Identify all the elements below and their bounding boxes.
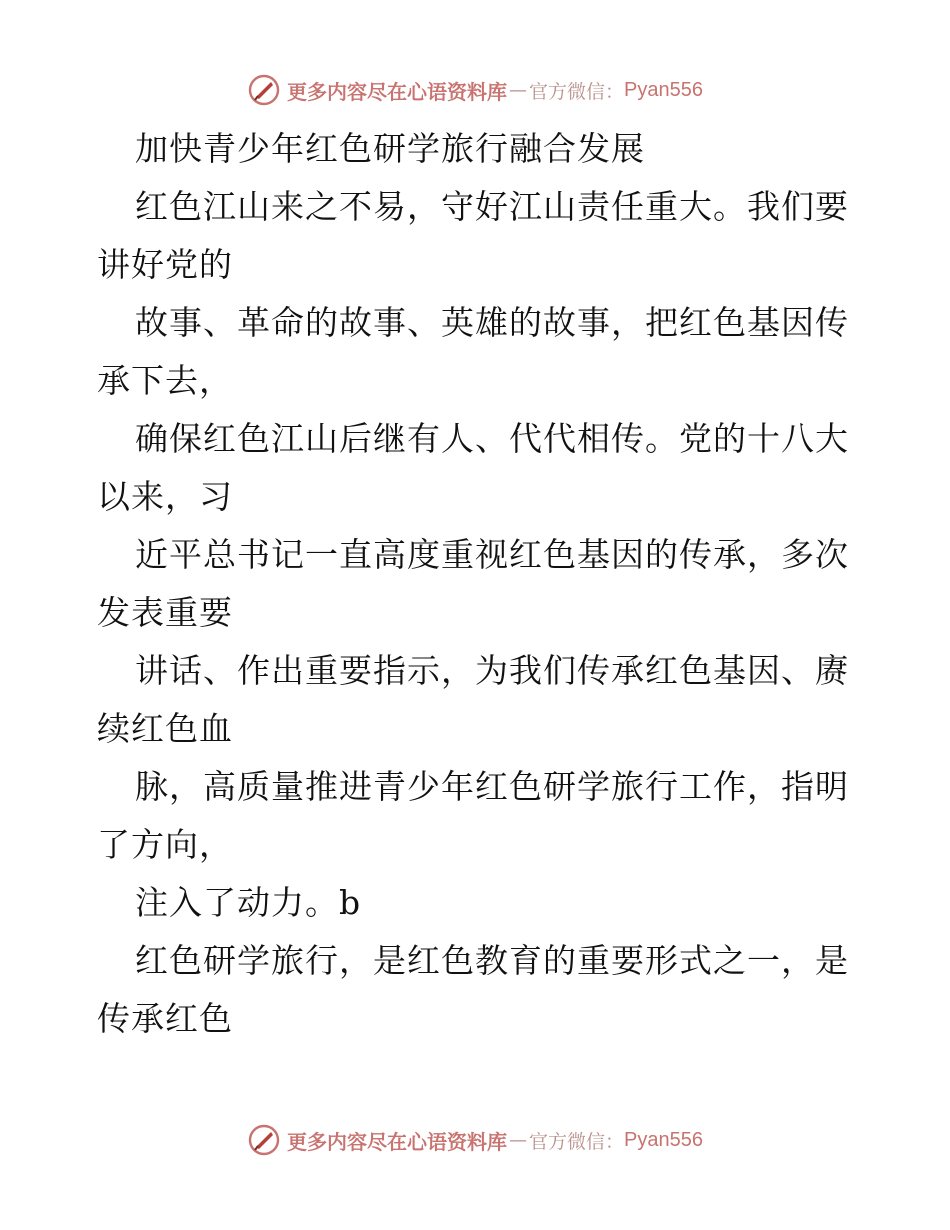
- text-line: 近平总书记一直高度重视红色基因的传承，多次: [135, 535, 849, 574]
- text-line: 确保红色江山后继有人、代代相传。党的十八大: [135, 419, 849, 458]
- document-body: [97, 120, 857, 1048]
- text-line: 故事、革命的故事、英雄的故事，把红色基因传: [135, 303, 849, 342]
- text-line: 传承红色: [97, 999, 233, 1038]
- watermark-site-text: 更多内容尽在心语资料库: [287, 1129, 507, 1154]
- watermark-wechat-label: 官方微信：: [529, 1130, 625, 1153]
- watermark-site-text: 更多内容尽在心语资料库: [287, 79, 507, 104]
- text-line: 讲话、作出重要指示，为我们传承红色基因、赓: [135, 651, 849, 690]
- watermark-dash: —: [509, 1129, 527, 1151]
- watermark-wechat-id: Pyan556: [624, 1128, 703, 1151]
- text-line: 了方向，: [97, 825, 233, 864]
- quill-circle-logo-icon: [247, 73, 281, 107]
- text-line: 发表重要: [97, 593, 233, 632]
- watermark-dash: —: [509, 79, 527, 101]
- footer-watermark: [0, 1120, 950, 1160]
- text-line: 讲好党的: [97, 245, 233, 284]
- text-line: 脉，高质量推进青少年红色研学旅行工作，指明: [135, 767, 849, 806]
- text-line: 红色研学旅行，是红色教育的重要形式之一，是: [135, 941, 849, 980]
- text-line: 承下去，: [97, 361, 233, 400]
- document-title: 加快青少年红色研学旅行融合发展: [135, 129, 645, 168]
- header-watermark: [0, 70, 950, 110]
- text-line: 以来，习: [97, 477, 233, 516]
- text-line: 续红色血: [97, 709, 233, 748]
- watermark-wechat-id: Pyan556: [624, 78, 703, 101]
- text-line: 注入了动力。b: [135, 883, 362, 922]
- quill-circle-logo-icon: [247, 1123, 281, 1157]
- watermark-wechat-label: 官方微信：: [529, 80, 625, 103]
- text-line: 红色江山来之不易，守好江山责任重大。我们要: [135, 187, 849, 226]
